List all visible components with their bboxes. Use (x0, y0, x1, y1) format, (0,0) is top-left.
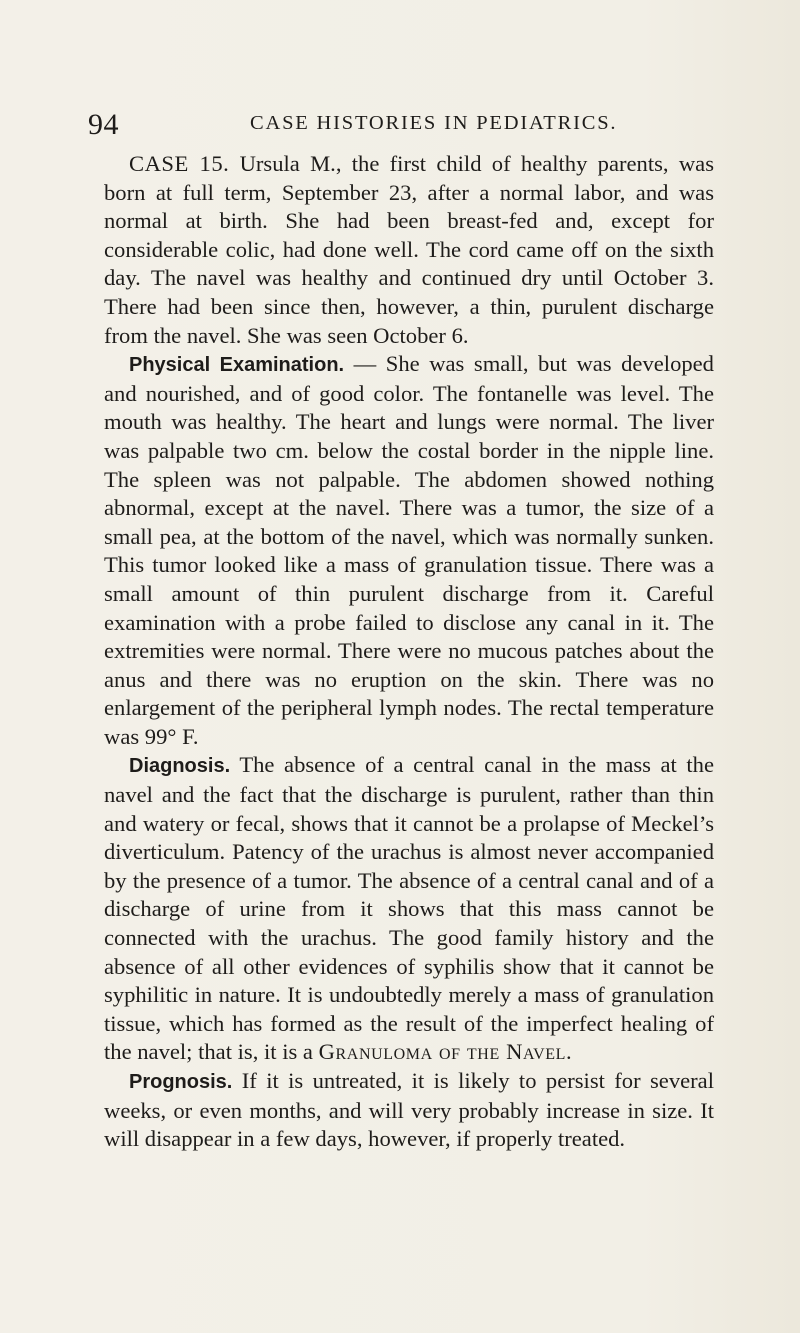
running-head: CASE HISTORIES IN PEDIATRICS. (250, 112, 618, 134)
diagnosis-paragraph (104, 751, 714, 1067)
physical-examination-heading: Physical Examination. (129, 354, 345, 377)
physical-examination-text: — She was small, but was developed and nourished, and of good color. The fontanelle was level. The mouth was healthy. The heart and lungs were normal. The liver was palpable two cm. below the costal border in the nipple line. The spleen was not palpable. The abdomen showed nothing abnormal, except at the navel. There was a tumor, the size of a small pea, at the bottom of the navel, which was normally sunken. This tumor looked like a mass of granulation tissue. There was a small amount of thin purulent discharge from it. Careful examination with a probe failed to disclose any canal in it. The extremities were normal. There were no mucous patches about the anus and there was no eruption on the skin. There was no enlargement of the peripheral lymph nodes. The rectal temperature was 99° F. (104, 351, 714, 749)
case-label: CASE 15. (129, 151, 230, 176)
prognosis-heading: Prognosis. (129, 1071, 233, 1093)
physical-examination-paragraph (104, 350, 714, 751)
case-paragraph (104, 150, 714, 350)
page-number: 94 (88, 108, 119, 141)
body-text (104, 150, 714, 1154)
page-header (88, 108, 712, 140)
diagnosis-text: The absence of a central canal in the mass at the navel and the fact that the discharge is purulent, rather than thin and watery or fecal, shows that it cannot be a prolapse of Meckel’s diverticulum. Patency of the urachus is almost never accompanied by the presence of a tumor. The absence of a central canal and of a discharge of urine from it shows that this mass cannot be connected with the urachus. The good family history and the absence of all other evidences of syphilis show that it cannot be syphilitic in nature. It is undoubtedly merely a mass of granulation tissue, which has formed as the result of the imperfect healing of the navel; that is, it is a (104, 752, 714, 1065)
diagnosis-heading: Diagnosis. (129, 755, 231, 778)
prognosis-text: If it is untreated, it is likely to persist for several weeks, or even months, and will very probably increase in size. It will disappear in a few days, however, if properly treated. (104, 1068, 714, 1152)
prognosis-paragraph (104, 1067, 714, 1154)
case-text: Ursula M., the first child of healthy parents, was born at full term, September 23, after a normal labor, and was normal at birth. She had been breast-fed and, except for considerable colic, had done well. The cord came off on the sixth day. The navel was healthy and continued dry until October 3. There had been since then, however, a thin, purulent discharge from the navel. She was seen October 6. (104, 151, 714, 348)
diagnosis-conclusion: Granuloma of the Navel. (318, 1039, 573, 1065)
